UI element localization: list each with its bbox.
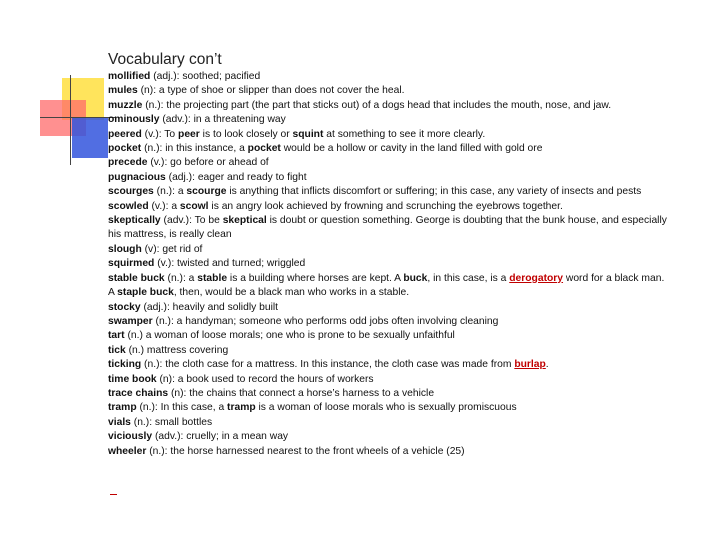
vocab-emphasis: peer <box>178 128 200 140</box>
vocab-term: precede <box>108 157 148 169</box>
vocab-text: (n.): the cloth case for a mattress. In this instance, the cloth case was made from <box>141 359 515 371</box>
vocab-entry <box>108 272 668 301</box>
vocab-entry <box>108 257 668 271</box>
vocab-text: , in this case, is a <box>427 272 510 284</box>
vocab-term: pocket <box>108 143 142 155</box>
vocab-entry <box>108 200 668 214</box>
vocab-text: is an angry look achieved by frowning and scrunching the eyebrows together. <box>208 200 563 212</box>
slide-title: Vocabulary con’t <box>108 51 222 68</box>
vocab-entry <box>108 301 668 315</box>
vocab-text: is anything that inflicts discomfort or suffering; in this case, any variety of insects and pests <box>226 186 642 198</box>
vocab-emphasis: pocket <box>247 143 281 155</box>
vocab-text: (adj.): heavily and solidly built <box>140 301 278 313</box>
vocab-text: (n): a type of shoe or slipper than does not cover the heal. <box>137 85 405 97</box>
vocab-term: skeptically <box>108 215 161 227</box>
trailing-link-mark[interactable] <box>110 486 117 495</box>
vocab-entry <box>108 142 668 156</box>
vocab-text: (adj.): eager and ready to fight <box>165 171 307 183</box>
vocab-text: (n.): a handyman; someone who performs odd jobs often involving cleaning <box>152 315 499 327</box>
vocab-text: (n.): a <box>153 186 187 198</box>
vocab-text: (adj.): soothed; pacified <box>150 71 261 82</box>
vocab-entry <box>108 358 668 372</box>
vocab-text: is a woman of loose morals who is sexually promiscuous <box>255 402 517 414</box>
vocab-term: slough <box>108 243 142 255</box>
vocab-text: (adv.): To be <box>160 215 223 227</box>
vocab-entry <box>108 387 668 401</box>
vocab-text: would be a hollow or cavity in the land filled with gold ore <box>280 143 543 155</box>
vocab-entry <box>108 84 668 98</box>
vocab-emphasis: tramp <box>227 402 256 414</box>
vocab-text: (n.): a <box>164 272 198 284</box>
vocab-entry <box>108 185 668 199</box>
vocab-emphasis: scourge <box>186 186 227 198</box>
vocab-entry <box>108 416 668 430</box>
vocab-text: (n.): the horse harnessed nearest to the front wheels of a vehicle (25) <box>146 445 465 457</box>
vocab-text: (n.): in this instance, a <box>141 143 248 155</box>
vocabulary-list <box>108 70 668 459</box>
vocab-emphasis: scowl <box>179 200 209 212</box>
vocab-emphasis: buck <box>403 272 428 284</box>
vocab-term: muzzle <box>108 99 143 111</box>
vocab-term: time book <box>108 373 157 385</box>
vocab-text: is to look closely or <box>199 128 293 140</box>
vocab-entry <box>108 373 668 387</box>
vocab-term: mules <box>108 85 138 97</box>
vocab-term: stable buck <box>108 272 165 284</box>
vocab-entry <box>108 243 668 257</box>
vocab-entry <box>108 315 668 329</box>
vocab-entry <box>108 128 668 142</box>
decor-horizontal-line <box>40 117 115 118</box>
vocab-emphasis: skeptical <box>222 215 267 227</box>
vocab-term: ticking <box>108 359 142 371</box>
vocab-text: (n): the chains that connect a horse’s harness to a vehicle <box>168 387 435 399</box>
vocab-text: (n.) mattress covering <box>125 344 229 356</box>
vocab-text: (n.): the projecting part (the part that sticks out) of a dogs head that includes the mouth, nose, and jaw. <box>142 99 612 111</box>
vocab-emphasis: staple buck <box>117 287 174 299</box>
vocab-text: (adv.): in a threatening way <box>159 114 286 126</box>
vocab-text: . <box>545 359 549 371</box>
vocab-entry <box>108 329 668 343</box>
vocab-term: tramp <box>108 402 137 414</box>
vocab-text: (v.): To <box>141 128 179 140</box>
vocab-text: word for a black man. A <box>108 272 665 299</box>
vocab-term: scowled <box>108 200 149 212</box>
vocab-term: vials <box>108 416 131 428</box>
vocab-text: is a building where horses are kept. A <box>227 272 404 284</box>
vocab-text: (v.): twisted and turned; wriggled <box>154 258 306 270</box>
vocab-entry <box>108 445 668 459</box>
vocab-text: (v.): go before or ahead of <box>147 157 269 169</box>
vocab-term: peered <box>108 128 142 140</box>
vocab-term: swamper <box>108 315 153 327</box>
vocab-text: at something to see it more clearly. <box>323 128 486 140</box>
vocab-term: scourges <box>108 186 154 198</box>
vocab-term: mollified <box>108 71 151 82</box>
vocab-term: squirmed <box>108 258 155 270</box>
decor-blue-square <box>72 118 108 158</box>
vocab-text: , then, would be a black man who works in a stable. <box>173 287 410 299</box>
vocab-entry <box>108 113 668 127</box>
vocab-entry <box>108 99 668 113</box>
vocab-text: (n.): small bottles <box>130 416 213 428</box>
vocab-entry <box>108 430 668 444</box>
vocab-text: (v.): a <box>148 200 180 212</box>
vocab-text: (n.): In this case, a <box>136 402 228 414</box>
vocab-entry <box>108 344 668 358</box>
vocab-entry <box>108 214 668 243</box>
vocab-emphasis: squint <box>292 128 324 140</box>
vocab-entry <box>108 156 668 170</box>
decor-vertical-line <box>70 75 71 165</box>
vocab-text: is doubt or question something. George is doubting that the bunk house, and especially his mattress, is really clean <box>108 215 667 241</box>
vocab-emphasis: stable <box>197 272 228 284</box>
vocab-term: stocky <box>108 301 141 313</box>
vocab-term: trace chains <box>108 387 169 399</box>
vocab-term: tart <box>108 330 125 342</box>
vocab-text: (n): a book used to record the hours of workers <box>156 373 374 385</box>
vocab-text: (v): get rid of <box>141 243 203 255</box>
vocab-term: viciously <box>108 431 153 443</box>
vocab-entry <box>108 401 668 415</box>
vocab-link[interactable]: burlap <box>514 359 546 371</box>
vocab-entry <box>108 70 668 84</box>
vocab-term: tick <box>108 344 126 356</box>
vocab-link[interactable]: derogatory <box>509 272 564 284</box>
vocab-text: (adv.): cruelly; in a mean way <box>152 431 289 443</box>
vocab-term: pugnacious <box>108 171 166 183</box>
vocab-term: wheeler <box>108 445 147 457</box>
vocab-entry <box>108 171 668 185</box>
vocab-term: ominously <box>108 114 160 126</box>
vocab-text: (n.) a woman of loose morals; one who is prone to be sexually unfaithful <box>124 330 455 342</box>
